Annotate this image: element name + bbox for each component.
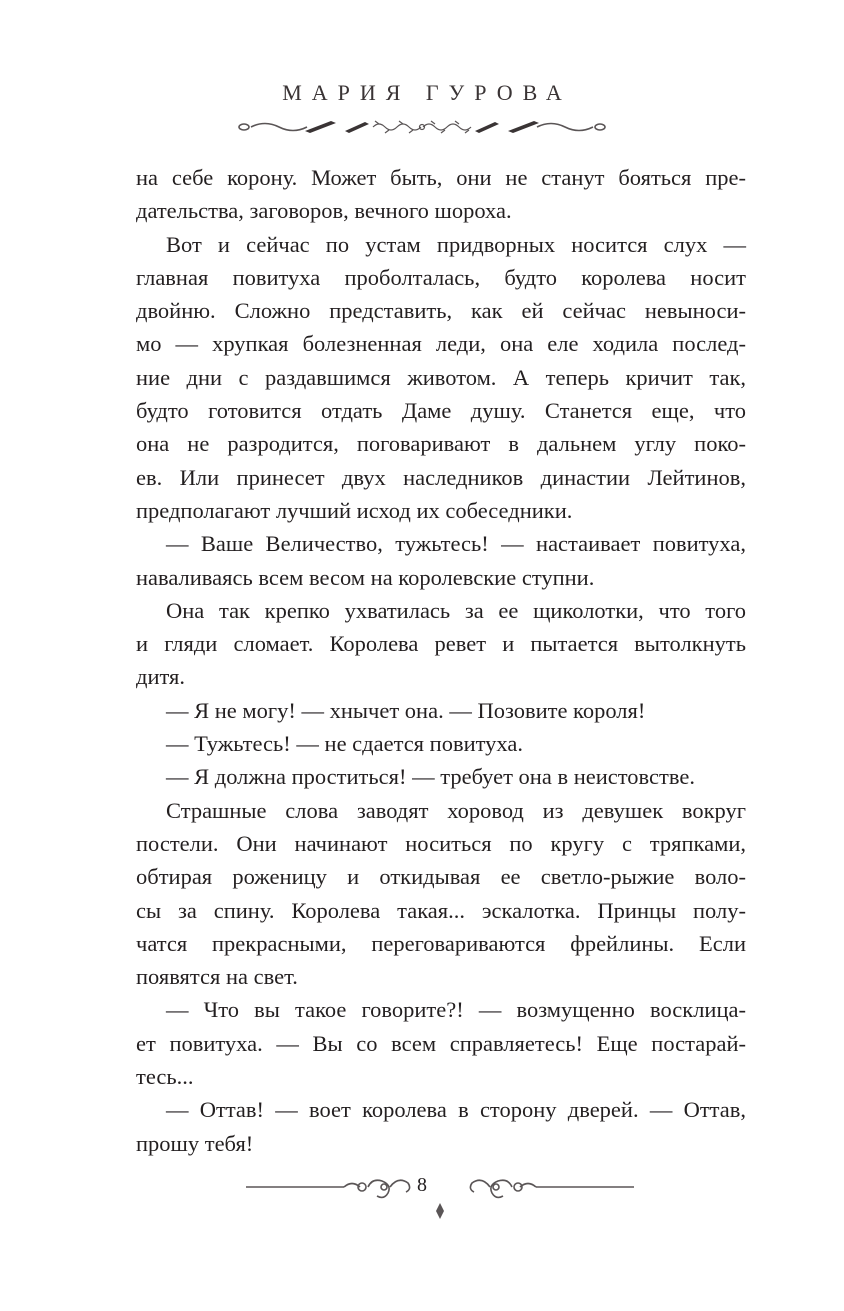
text-line: Вот и сейчас по устам придворных носится слух — [166,231,746,257]
text-line: дитя. [136,664,185,690]
text-line: ев. Или принесет двух наследников династии Лейтинов, [136,464,746,490]
page-footer [0,1170,844,1230]
text-line: двойню. Сложно представить, как ей сейчас невыноси- [136,298,746,324]
text-line: — Тужьтесь! — не сдается повитуха. [166,731,523,757]
text-line: Она так крепко ухватилась за ее щиколотки, что того [166,597,746,623]
text-line: — Я не могу! — хнычет она. — Позовите короля! [166,697,646,723]
text-line: прошу тебя! [136,1130,254,1156]
text-line: наваливаясь всем весом на королевские ступни. [136,564,595,590]
text-line: чатся прекрасными, переговариваются фрейлины. Если [136,930,746,956]
text-line: — Я должна проститься! — требует она в неистовстве. [166,764,695,790]
text-line: сы за спину. Королева такая... эскалотка. Принцы полу- [136,897,746,923]
page-header [0,80,844,138]
text-line: — Оттав! — воет королева в сторону дверей. — Оттав, [166,1097,746,1123]
text-line: — Что вы такое говорите?! — возмущенно восклица- [166,997,746,1023]
page-number: 8 [417,1174,427,1196]
text-line: дательства, заговоров, вечного шороха. [136,198,512,224]
text-line: ет повитуха. — Вы со всем справляетесь! Еще постарай- [136,1030,746,1056]
text-line: обтирая роженицу и откидывая ее светло-рыжие воло- [136,864,746,890]
header-ornament-icon [235,116,609,138]
text-line: предполагают лучший исход их собеседники. [136,497,573,523]
text-line: будто готовится отдать Даме душу. Станется еще, что [136,398,746,424]
text-line: ние дни с раздавшимся животом. А теперь кричит так, [136,364,746,390]
text-line: главная повитуха проболталась, будто королева носит [136,264,746,290]
text-line: постели. Они начинают носиться по кругу с тряпками, [136,830,746,856]
text-line: мо — хрупкая болезненная леди, она еле ходила послед- [136,331,746,357]
text-line: и гляди сломает. Королева ревет и пытается вытолкнуть [136,631,746,657]
text-line: она не разродится, поговаривают в дальнем углу поко- [136,431,746,457]
text-line: появятся на свет. [136,964,298,990]
page-body-text [136,161,746,1160]
text-line: — Ваше Величество, тужьтесь! — настаивает повитуха, [166,531,746,557]
page-number-diamond-icon [435,1202,445,1220]
text-line: на себе корону. Может быть, они не станут бояться пре- [136,165,746,190]
author-name: МАРИЯ ГУРОВА [282,80,572,105]
footer-ornament-right-icon [466,1176,636,1200]
text-line: тесь... [136,1064,194,1090]
text-line: Страшные слова заводят хоровод из девушек вокруг [166,797,746,823]
